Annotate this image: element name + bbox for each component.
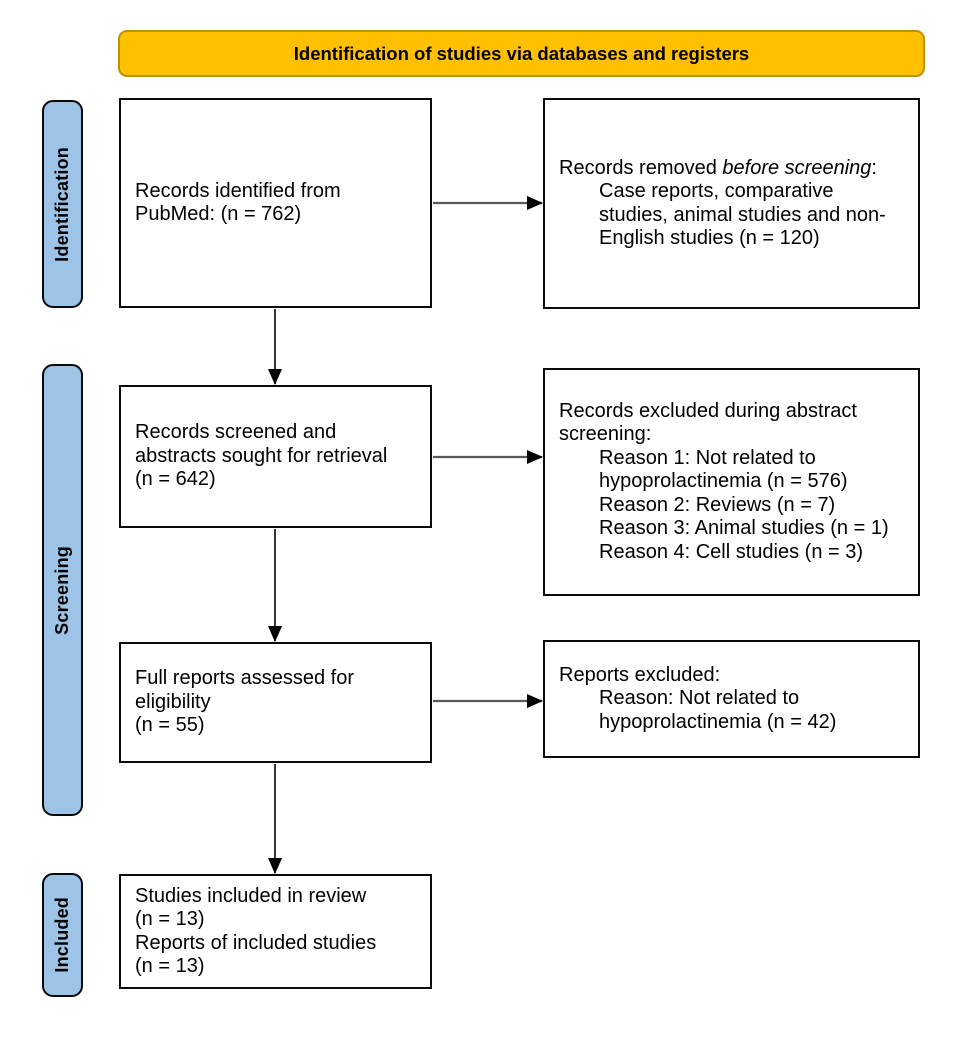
box-text-line: Case reports, comparative xyxy=(599,180,834,203)
stage-label-screening xyxy=(42,364,83,816)
box-text-line: (n = 13) xyxy=(135,908,205,931)
flow-box-records-identified xyxy=(119,98,432,308)
box-text-line: Reason 2: Reviews (n = 7) xyxy=(599,493,836,516)
stage-label-included xyxy=(42,873,83,997)
box-text-line: (n = 13) xyxy=(135,954,205,977)
banner xyxy=(118,30,925,77)
box-text-line: Reason 3: Animal studies (n = 1) xyxy=(599,517,889,540)
box-text-line: Reason: Not related to xyxy=(599,687,800,710)
stage-label-text: Screening xyxy=(52,545,72,635)
box-text-line: abstracts sought for retrieval xyxy=(135,444,388,467)
box-text-line: screening: xyxy=(559,423,652,446)
flow-box-studies-included xyxy=(119,874,432,989)
box-text-line: (n = 642) xyxy=(135,468,216,491)
box-text-line: Reason 4: Cell studies (n = 3) xyxy=(599,540,864,563)
flow-box-full-reports-assessed xyxy=(119,642,432,763)
box-text-line: Reports of included studies xyxy=(135,931,377,954)
box-text-line: hypoprolactinemia (n = 576) xyxy=(599,470,848,493)
stage-label-text: Identification xyxy=(52,146,72,262)
flow-box-records-excluded-abstract-screening xyxy=(543,368,920,596)
flow-box-reports-excluded xyxy=(543,640,920,758)
box-text-line: hypoprolactinemia (n = 42) xyxy=(599,710,837,733)
box-text-line: Records identified from xyxy=(135,179,341,202)
box-text-line: Studies included in review xyxy=(135,884,367,907)
box-text-line: Reports excluded: xyxy=(559,663,721,686)
stage-label-identification xyxy=(42,100,83,308)
banner-label: Identification of studies via databases and registers xyxy=(293,42,750,64)
stage-label-text: Included xyxy=(52,897,72,973)
box-text-line: Records screened and xyxy=(135,421,337,444)
box-text-line: Records excluded during abstract xyxy=(559,400,857,423)
box-text-line: English studies (n = 120) xyxy=(599,226,820,249)
flow-box-records-removed-before-screening xyxy=(543,98,920,309)
box-text-line: (n = 55) xyxy=(135,714,205,737)
box-text-line: eligibility xyxy=(135,690,211,713)
box-text-line: studies, animal studies and non- xyxy=(599,203,886,226)
box-text-line: Full reports assessed for xyxy=(135,667,354,690)
box-text-line: PubMed: (n = 762) xyxy=(135,203,302,225)
box-text-line: Records removed before screening: xyxy=(559,156,877,179)
flow-box-records-screened xyxy=(119,385,432,528)
box-text-line: Reason 1: Not related to xyxy=(599,446,816,469)
